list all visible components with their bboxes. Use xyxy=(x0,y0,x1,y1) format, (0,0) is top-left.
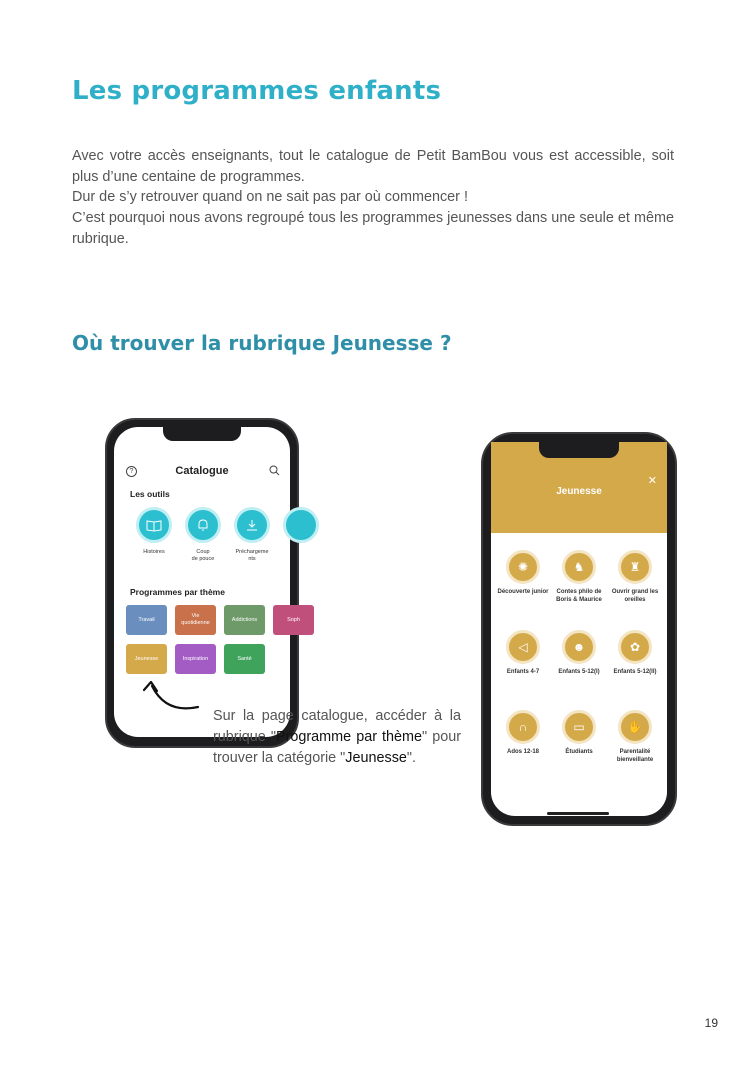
catalogue-phone-mockup xyxy=(105,418,299,682)
fish-icon: ◁ xyxy=(506,630,540,664)
theme-tile-inspiration[interactable]: Inspiration xyxy=(175,644,216,674)
theme-tile-vie-quotidienne[interactable]: Vie quotidienne xyxy=(175,605,216,635)
catalogue-header xyxy=(114,465,290,481)
themes-label: Programmes par thème xyxy=(130,587,225,597)
theme-tile-addictions[interactable]: Addictions xyxy=(224,605,265,635)
atom-icon: ✺ xyxy=(506,550,540,584)
bell-icon xyxy=(185,507,221,543)
theme-tile-soph[interactable]: Soph xyxy=(273,605,314,635)
download-icon xyxy=(234,507,270,543)
squirrel-icon: ♞ xyxy=(562,550,596,584)
book-icon: ▭ xyxy=(562,710,596,744)
question-icon[interactable]: ? xyxy=(126,466,137,477)
hand-icon: ✋ xyxy=(618,710,652,744)
category-label: Contes philo de Boris & Maurice xyxy=(556,589,602,603)
category-decouverte-junior[interactable] xyxy=(495,550,551,596)
theme-tile-sante[interactable]: Santé xyxy=(224,644,265,674)
phone-notch xyxy=(539,442,619,458)
intro-paragraph-1: Avec votre accès enseignants, tout le catalogue de Petit BamBou vous est accessible, soit plus d’une centaine de programmes. xyxy=(72,148,674,185)
section-subtitle: Où trouver la rubrique Jeunesse ? xyxy=(72,331,452,355)
category-ouvrir-grand-les-oreilles[interactable] xyxy=(607,550,663,604)
category-label: Enfants 5-12(II) xyxy=(613,669,657,675)
category-label: Enfants 5-12(I) xyxy=(558,669,600,675)
caption-emphasis-jeunesse: Jeunesse xyxy=(345,750,407,766)
tool-partial[interactable] xyxy=(276,507,326,543)
tool-prechargements[interactable] xyxy=(227,507,277,563)
caption-part-3: ". xyxy=(406,750,417,766)
intro-paragraph-2: Dur de s’y retrouver quand on ne sait pas par où commencer ! xyxy=(72,189,468,206)
category-label: Ouvrir grand les oreilles xyxy=(611,589,659,603)
category-label: Enfants 4-7 xyxy=(506,669,540,675)
catalogue-title: Catalogue xyxy=(175,465,229,477)
category-ados-12-18[interactable] xyxy=(495,710,551,756)
tool-histoires[interactable] xyxy=(129,507,179,556)
headphones-icon: ∩ xyxy=(506,710,540,744)
category-enfants-4-7[interactable] xyxy=(495,630,551,676)
page-title: Les programmes enfants xyxy=(72,76,442,106)
butterfly-icon: ✿ xyxy=(618,630,652,664)
tools-label: Les outils xyxy=(130,489,170,499)
category-enfants-5-12-ii[interactable] xyxy=(607,630,663,676)
tool-coup-de-pouce[interactable] xyxy=(178,507,228,563)
tool-label: Coup de pouce xyxy=(191,549,215,562)
book-icon xyxy=(136,507,172,543)
category-label: Ados 12-18 xyxy=(506,749,539,755)
jeunesse-title: Jeunesse xyxy=(556,486,602,497)
category-contes-philo[interactable] xyxy=(551,550,607,604)
category-label: Parentalité bienveillante xyxy=(616,749,654,763)
category-etudiants[interactable] xyxy=(551,710,607,756)
intro-text xyxy=(72,146,674,250)
elephant-icon: ♜ xyxy=(618,550,652,584)
curved-arrow-icon xyxy=(138,674,202,714)
category-enfants-5-12-i[interactable] xyxy=(551,630,607,676)
category-label: Découverte junior xyxy=(497,589,549,595)
instruction-caption xyxy=(213,706,461,769)
caption-part-2: " pour trouver la catégorie " xyxy=(213,729,462,766)
search-icon[interactable] xyxy=(269,465,280,476)
close-icon[interactable]: ✕ xyxy=(647,475,657,487)
phone-frame xyxy=(105,418,299,748)
tool-label: Préchargeme nts xyxy=(235,549,269,562)
partial-tool-icon xyxy=(283,507,319,543)
caption-emphasis-programme: Programme par thème xyxy=(275,729,423,745)
page-number: 19 xyxy=(704,1016,718,1030)
tool-label: Histoires xyxy=(143,549,165,555)
jeunesse-phone-mockup xyxy=(481,432,677,826)
bear-icon: ☻ xyxy=(562,630,596,664)
home-indicator xyxy=(547,812,609,815)
theme-tile-jeunesse[interactable]: Jeunesse xyxy=(126,644,167,674)
caption-part-1: Sur la page catalogue, accéder à la rubrique " xyxy=(213,708,461,745)
category-parentalite-bienveillante[interactable] xyxy=(607,710,663,764)
jeunesse-screen xyxy=(491,442,667,816)
phone-notch xyxy=(163,427,241,441)
category-label: Étudiants xyxy=(565,749,593,755)
theme-tile-travail[interactable]: Travail xyxy=(126,605,167,635)
intro-paragraph-3: C’est pourquoi nous avons regroupé tous les programmes jeunesses dans une seule et même rubrique. xyxy=(72,210,674,247)
